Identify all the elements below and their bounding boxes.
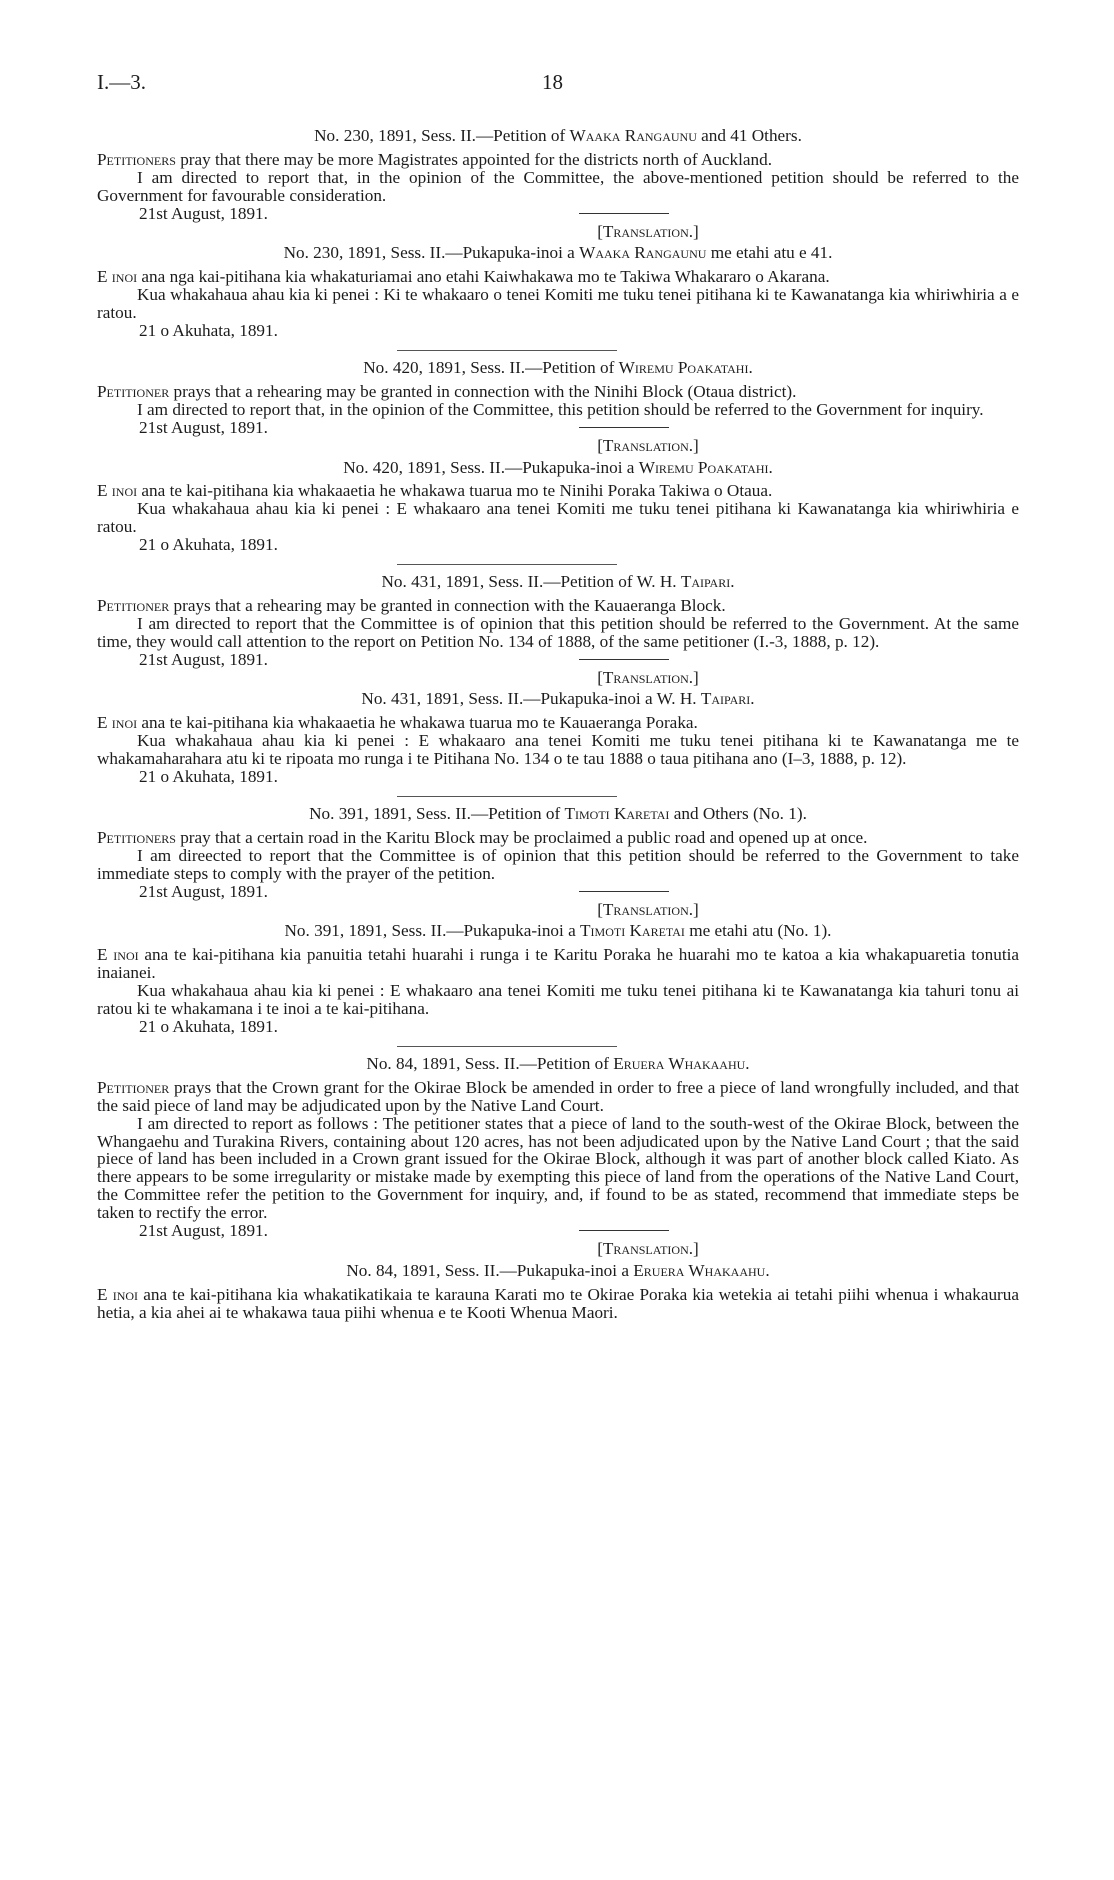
petition-entry <box>97 1046 1019 1322</box>
heading-prefix: No. 391, 1891, Sess. II.—Petition of <box>309 804 561 823</box>
heading-prefix: No. 84, 1891, Sess. II.—Petition of <box>366 1053 609 1073</box>
petition-paragraph <box>97 1079 1019 1115</box>
petition-paragraph <box>97 401 1019 419</box>
paragraph-text: I am directed to report that, in the opinion of the Committee, the above-mentioned petition should be referred to the Government for favourable consideration. <box>97 167 1019 205</box>
paragraph-text: Kua whakahaua ahau kia ki penei : E whakaaro ana tenei Komiti me tuku tenei pitihana ki Kawanatanga kia whiriwhiria e ratou. <box>97 499 1019 537</box>
translation-paragraph <box>97 714 1019 732</box>
translation-paragraph <box>97 982 1019 1018</box>
date-row <box>97 1222 1019 1240</box>
paragraph-lead: E inoi <box>97 945 139 965</box>
document-body <box>97 127 1019 1322</box>
petitioner-name: Wiremu Poakatahi. <box>618 357 753 377</box>
heading-prefix: No. 391, 1891, Sess. II.—Pukapuka-inoi a <box>284 921 576 941</box>
heading-prefix: No. 420, 1891, Sess. II.—Petition of <box>363 357 615 377</box>
heading-prefix: No. 420, 1891, Sess. II.—Pukapuka-inoi a <box>343 457 635 477</box>
paragraph-text: I am directed to report that, in the opinion of the Committee, this petition should be referred to the Government for inquiry. <box>137 399 984 419</box>
section-divider <box>397 1046 617 1047</box>
paragraph-text: prays that a rehearing may be granted in connection with the Ninihi Block (Otaua district). <box>173 381 797 401</box>
translation-date: 21 o Akuhata, 1891. <box>139 321 278 341</box>
petition-entry <box>97 796 1019 1036</box>
translation-paragraph <box>97 268 1019 286</box>
petition-entry <box>97 564 1019 786</box>
heading-prefix: No. 431, 1891, Sess. II.—Petition of W. H. <box>381 572 677 592</box>
petition-heading <box>97 573 1019 591</box>
translation-label: [Translation.] <box>597 899 699 919</box>
translation-date: 21 o Akuhata, 1891. <box>139 767 278 787</box>
paragraph-text: I am direected to report that the Committee is of opinion that this petition should be referred to the Government to take immediate steps to comply with the prayer of the petition. <box>97 845 1019 883</box>
date-row <box>97 651 1019 669</box>
petitioner-name: Timoti Karetai <box>580 921 685 941</box>
petition-heading <box>97 1055 1019 1073</box>
petition-paragraph <box>97 383 1019 401</box>
paragraph-text: prays that a rehearing may be granted in connection with the Kauaeranga Block. <box>173 595 726 615</box>
short-rule <box>579 213 669 214</box>
petition-heading <box>97 359 1019 377</box>
petitioner-name: Waaka Rangaunu <box>579 243 707 263</box>
petition-paragraph <box>97 151 1019 169</box>
short-rule <box>579 891 669 892</box>
petition-paragraph <box>97 615 1019 651</box>
paragraph-lead: E inoi <box>97 481 138 501</box>
paragraph-text: ana te kai-pitihana kia whakaaetia he whakawa tuarua mo te Ninihi Poraka Takiwa o Otaua. <box>141 481 773 501</box>
petitioner-name: Timoti Karetai <box>564 804 670 823</box>
petition-paragraph <box>97 597 1019 615</box>
petitioner-name: Waaka Rangaunu <box>569 126 697 145</box>
translation-heading <box>97 1262 1019 1280</box>
date-row <box>97 419 1019 437</box>
heading-suffix: and Others (No. 1). <box>673 804 807 823</box>
paragraph-lead: E inoi <box>97 713 138 733</box>
paragraph-lead: Petitioner <box>97 595 170 615</box>
translation-paragraph <box>97 1286 1019 1322</box>
petition-paragraph <box>97 1115 1019 1222</box>
short-rule <box>579 427 669 428</box>
petition-entry <box>97 350 1019 554</box>
translation-paragraph <box>97 286 1019 322</box>
petitioner-name: Wiremu Poakatahi. <box>638 457 773 477</box>
translation-paragraph <box>97 946 1019 982</box>
petitioner-name: Eruera Whakaahu. <box>633 1260 770 1280</box>
section-divider <box>397 564 617 565</box>
heading-prefix: No. 230, 1891, Sess. II.—Pukapuka-inoi a <box>283 243 575 263</box>
translation-heading <box>97 459 1019 477</box>
section-divider <box>397 350 617 351</box>
paragraph-lead: Petitioners <box>97 149 176 169</box>
paragraph-text: Kua whakahaua ahau kia ki penei : E whakaaro ana tenei Komiti me tuku tenei pitihana ki te Kawanatanga me te whakamaharahara atu ki te ripoata mo runga i te Pitihana No. 134 o te tau 1888 o taua pitihana ano (I–3, 1888, p. 12). <box>97 731 1019 769</box>
translation-label: [Translation.] <box>597 435 699 455</box>
translation-paragraph <box>97 482 1019 500</box>
date-row <box>97 205 1019 223</box>
translation-label: [Translation.] <box>597 667 699 687</box>
heading-prefix: No. 84, 1891, Sess. II.—Pukapuka-inoi a <box>346 1260 629 1280</box>
paragraph-lead: E inoi <box>97 267 138 287</box>
page-header <box>97 70 1019 104</box>
heading-prefix: No. 230, 1891, Sess. II.—Petition of <box>314 126 566 145</box>
section-divider <box>397 796 617 797</box>
report-date: 21st August, 1891. <box>139 1221 268 1241</box>
paragraph-text: Kua whakahaua ahau kia ki penei : Ki te whakaaro o tenei Komiti me tuku tenei pitihana ki te Kawanatanga kia whiriwhiria a e ratou. <box>97 285 1019 323</box>
report-date: 21st August, 1891. <box>139 649 268 669</box>
report-date: 21st August, 1891. <box>139 203 268 223</box>
heading-suffix: and 41 Others. <box>701 126 802 145</box>
short-rule <box>579 659 669 660</box>
translation-heading <box>97 922 1019 940</box>
petition-entry <box>97 127 1019 340</box>
translation-label: [Translation.] <box>597 1238 699 1258</box>
petition-heading <box>97 127 1019 145</box>
petitioner-name: Eruera Whakaahu. <box>613 1053 750 1073</box>
petitioner-name: Taipari. <box>680 572 735 592</box>
petitioner-name: Taipari. <box>700 689 755 709</box>
translation-paragraph <box>97 732 1019 768</box>
page-number: 18 <box>542 70 563 94</box>
report-date: 21st August, 1891. <box>139 881 268 901</box>
paragraph-text: ana te kai-pitihana kia whakaaetia he whakawa tuarua mo te Kauaeranga Poraka. <box>141 713 698 733</box>
paragraph-text: prays that the Crown grant for the Okirae Block be amended in order to free a piece of land wrongfully included, and that the said piece of land may be adjudicated upon by the Native Land Court. <box>97 1077 1020 1115</box>
series-label: I.—3. <box>97 70 146 94</box>
translation-date: 21 o Akuhata, 1891. <box>139 1016 278 1036</box>
paragraph-lead: Petitioner <box>97 1077 170 1097</box>
report-date: 21st August, 1891. <box>139 417 268 437</box>
paragraph-text: ana te kai-pitihana kia panuitia tetahi huarahi i runga i te Karitu Poraka he huarahi mo te katoa a kia whakapuaretia tonutia inaianei. <box>97 945 1020 983</box>
paragraph-text: pray that a certain road in the Karitu Block may be proclaimed a public road and opened up at once. <box>180 827 868 847</box>
paragraph-text: I am directed to report that the Committee is of opinion that this petition should be referred to the Government. At the same time, they would call attention to the report on Petition No. 134 of 1888, of the same petitioner (I.-3, 1888, p. 12). <box>97 613 1019 651</box>
heading-suffix: me etahi atu e 41. <box>710 243 833 263</box>
paragraph-text: Kua whakahaua ahau kia ki penei : E whakaaro ana tenei Komiti me tuku tenei pitihana ki te Kawanatanga kia tahuri tonu ai ratou ki te whakamana i te inoi a te kai-pitihana. <box>97 981 1019 1019</box>
paragraph-lead: Petitioner <box>97 381 170 401</box>
petition-paragraph <box>97 829 1019 847</box>
translation-label: [Translation.] <box>597 221 699 241</box>
translation-heading <box>97 244 1019 262</box>
paragraph-lead: E inoi <box>97 1284 139 1304</box>
petition-paragraph <box>97 169 1019 205</box>
translation-date: 21 o Akuhata, 1891. <box>139 535 278 555</box>
paragraph-text: ana nga kai-pitihana kia whakaturiamai ano etahi Kaiwhakawa mo te Takiwa Whakararo o Akarana. <box>141 267 830 287</box>
petition-heading <box>97 805 1019 823</box>
paragraph-text: ana te kai-pitihana kia whakatikatikaia te karauna Karati mo te Okirae Poraka kia wetekia ai tetahi piihi whenua i whakaurua hetia, a kia ahei ai te whakawa taua piihi whenua e te Kooti Whenua Maori. <box>97 1284 1019 1322</box>
translation-heading <box>97 690 1019 708</box>
heading-prefix: No. 431, 1891, Sess. II.—Pukapuka-inoi a W. H. <box>361 689 697 709</box>
heading-suffix: me etahi atu (No. 1). <box>689 921 832 941</box>
date-row <box>97 883 1019 901</box>
paragraph-text: I am directed to report as follows : The petitioner states that a piece of land to the south-west of the Okirae Block, between the Whangaehu and Turakina Rivers, containing about 120 acres, has not been adjudicated upon by the Native Land Court ; that the said piece of land has been included in a Crown grant issued for the Okirae Block, although it was part of another block called Kiato. As there appears to be some irregularity or mistake made by exempting this piece of land from the operations of the Native Land Court, the Committee refer the petition to the Government for inquiry, and, if found to be as stated, recommend that immediate steps be taken to rectify the error. <box>97 1113 1019 1223</box>
petition-paragraph <box>97 847 1019 883</box>
paragraph-text: pray that there may be more Magistrates appointed for the districts north of Auckland. <box>180 149 773 169</box>
paragraph-lead: Petitioners <box>97 827 176 847</box>
short-rule <box>579 1230 669 1231</box>
translation-paragraph <box>97 500 1019 536</box>
